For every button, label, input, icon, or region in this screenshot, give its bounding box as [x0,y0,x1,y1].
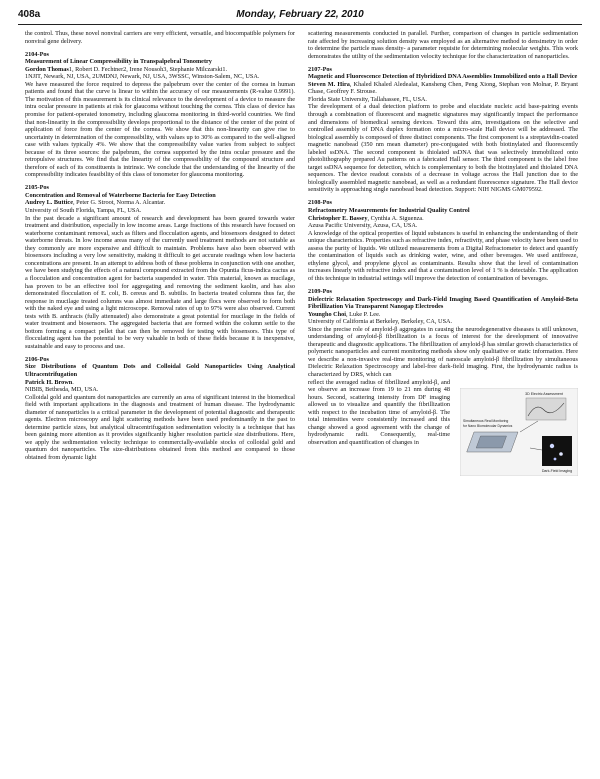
abstract-title: Concentration and Removal of Waterborne Bacteria for Easy Detection [25,191,216,199]
figure-3d-panel [526,398,566,420]
abstract-id: 2108-Pos [308,199,332,207]
figure-darkfield-spot [550,443,554,447]
page-date: Monday, February 22, 2010 [236,9,364,20]
abstract-title: Size Distributions of Quantum Dots and Colloidal Gold Nanoparticles Using Analytical Ultracentrifugation [25,363,295,379]
abstract-affiliation: Azusa Pacific University, Azusa, CA, USA. [308,222,418,230]
first-author: Steven M. Hira [308,80,350,88]
abstract-authors [25,379,295,387]
other-authors: , Peter G. Stroot, Norma A. Alcantar. [72,199,166,207]
abstract-title: Dielectric Relaxation Spectroscopy and Dark-Field Imaging Based Quantification of Amyloid-Beta Fibrillization Via Transparent Nanogap Electrodes [308,295,578,311]
figure-wrap [308,378,578,473]
abstract-id: 2105-Pos [25,184,49,192]
first-author: Gordon Thomas [25,65,69,73]
abstract-body-wrapped: reflect the averaged radius of fibrillized amyloid-β, and we observe an increase from 19 to 21 nm during 48 hours. Second, scattering intensity from DF imaging allowed us to visualize and quantify the fibrillization with respect to the incubation time of amyloid-β. The total intensities were consistently increased and this change showed a good agreement with the change of hydrodynamic radii. Consequently, real-time observation and quantification of changes in [308,378,450,446]
lead-paragraph: scattering measurements conducted in parallel. Further, comparison of changes in particle sedimentation rate affected by increasing solution density was employed as an alternative method to densimetry in order to determine the particle mass density- a parameter requisite for determining molecular weights. This work demonstrates the utility of the sedimentation velocity technique for the characterization of nanoparticles. [308,30,578,60]
abstract-authors [308,81,578,96]
abstract-body: Since the precise role of amyloid-β aggregates in causing the neurodegenerative diseases is still unknown, understanding of amyloid-β fibrillization is a focus of interest for the development of innovative therapeutic and diagnostic applications. The fibrillization of amyloid-β has similar growth characteristics of polymeric nanoparticles and current monitoring methods show only qualitative or static information. Here we describe a non-invasive real-time monitoring of nanoscale amyloid-β fibrillization by simultaneous Dielectric Relaxation Spectroscopy and label-free dark-field imaging. First, the hydrodynamic radius is characterized by DRS, which can [308,325,578,379]
left-column [25,30,295,467]
other-authors: , Khaled Khaled Aledealat, Kansheng Chen, Peng Xiong, Stephan von Molnar, P. Bryant Chase, Geoffrey F. Strouse. [308,80,578,96]
abstract-id: 2109-Pos [308,288,332,295]
abstract-affiliation: NIBIB, Bethesda, MD, USA. [25,386,99,394]
abstract-body: In the past decade a significant amount of research and development has been geared towards water treatment and distribution, especially in low income areas. Large fractions of this research have focused on waterborne contaminant removal, such as filters and flocculation agents, and biosensors designed to detect waterborne threats. In low income areas many of the currently used treatment methods are not suitable as they commonly are more expensive and difficult to maintain. Problems have also been observed with biosensors including a very low sensitivity, making it difficult to get accurate readings when low bacteria concentrations are present. In an attempt to address both of these problems in conjunction with one another, we have been studying the effects of a natural compound extracted from the Opuntia ficus-indica cactus as a flocculation and concentration agent for bacteria suspended in water. This material, known as mucilage, has proven to be an effective tool for aggregating and removing the sediment kaolin, and has also demonstrated flocculation of E. coli, B. cereus and B. subtilis. In bacteria treated columns thus far, the response in mucilage treated columns was almost immediate and large flocs were observed to form both with the naked eye and using a light microscope. Removal rates of up to 97% were also observed. Current tests with B. anthracis (fully attenuated) also demonstrate a great potential for mucilage in the fields of water treatment and biosensors. The aggregated bacteria that are formed within the column settle to the bottom forming a compact pellet that can then be removed for testing with biosensors. This type of flocculating agent has the potential to be very valuable in both of these fields because it is inexpensive, sustainable and easy to process and use. [25,214,295,350]
abstract-2104 [25,51,295,179]
abstract-title: Measurement of Linear Compressibility in Transpalpebral Tonometry [25,58,212,66]
abstract-affiliation: University of South Florida, Tampa, FL, USA. [25,207,142,215]
figure-label-left: Simultaneous Real Monitoring [463,418,509,423]
abstract-affiliation: 1NJIT, Newark, NJ, USA, 2UMDNJ, Newark, NJ, USA, 3WSSC, Winston-Salem, NC, USA. [25,73,260,81]
abstract-authors [308,215,578,223]
lead-paragraph: the control. Thus, these novel nonviral carriers are very efficient, versatile, and biocompatible polymers for nonviral gene delivery. [25,30,295,45]
abstract-affiliation: University of California at Berkeley, Berkeley, CA, USA. [308,318,453,326]
abstract-authors [25,199,295,207]
abstract-2107 [308,66,578,194]
figure-darkfield-panel [542,436,572,466]
abstract-2108 [308,199,578,282]
figure-darkfield-spot [554,457,557,460]
abstract-title: Refractometry Measurements for Industrial Quality Control [308,207,470,215]
figure-label-left2: for Nano Biomolecular Dynamics [463,423,513,428]
header-rule [18,24,582,25]
first-author: Patrick H. Brown [25,378,73,386]
abstract-2106 [25,356,295,462]
abstract-id: 2104-Pos [25,50,49,58]
page-number: 408a [18,9,41,20]
abstract-2109 [308,288,578,473]
first-author: Christopher E. Bassey [308,214,368,222]
other-authors: 1, Robert D. Fechtner2, Irene Nousoh3, Stephanie Milczarski1. [68,65,228,73]
abstract-body: A knowledge of the optical properties of liquid substances is useful in enhancing the understanding of their unique characteristics. Properties such as refractive index, refractivity, and phase velocity have been used to assess the purity of liquids. We utilized measurements from a Digital Refractometer to detect and quantify the contamination of liquids such as drinking water, wine, and other beverages. We used antifreeze, ethylene glycol, and propylene glycol as contaminants. Results show that the level of contamination increases linearly with refractive index and that a contamination level of 1 % is detectable. The application of this technique in industrial settings will improve the detection of contamination of beverages. [308,229,578,282]
abstract-body: Colloidal gold and quantum dot nanoparticles are currently an area of significant interest in the biomedical field with important applications in the diagnosis and treatment of human disease. The hydrodynamic diameter of nanoparticles is a critical parameter in the development of potential diagnostic and therapeutic agents. Electron microscopy and light scattering methods have been used predominantly in the past to determine particle sizes, but analytical ultracentrifugation sedimentation velocity is a technique that has been gaining more attention as it provides significantly higher resolution particle size distributions. Here, we apply the sedimentation velocity technique to commercially-available stocks of colloidal gold and quantum dot nanoparticles. The size-distributions obtained from this method are compared to those obtained from dynamic light [25,393,295,462]
figure-label-top: 3D Electric Assessment [525,391,563,396]
abstract-body: We have measured the force required to depress the palpebrum over the center of the cornea in human patients and found that the curve is linear to within the accuracy of our measurements (R-value 0.9991). The motivation of this measurement is its clinical relevance to the development of a device to measure the intra ocular pressure in patients at risk for glaucoma without touching the cornea. This class of device has promise for patient-operated tonometry, including glaucoma monitoring in third-world countries. We find that non-linearity in the compressibility develops proportional to the distance of the center of the point of application of force from the center of the cornea. We show that this non-linearity can give rise to uncertainty in determination of the compressibility, with values up to 30% as compared to the well-aligned case with values typically 4%. We show that the compressibility value varies from subject to subject because of its three sources: the palpebrum, the cornea supported by the intra ocular pressure and the retropulsive structures. We find that the linearity of the compressibility of the compound structure and therefore of each of its constituents is intrinsic. We conclude that the understanding of the linearity of the compressibility indicates feasibility of this class of tonometer for glaucoma monitoring. [25,80,295,179]
other-authors: , Luke P. Lee. [346,310,381,318]
abstract-id: 2107-Pos [308,65,332,73]
abstract-body: The development of a dual detection platform to probe and elucidate nucleic acid base-pairing events through a combination of fluorescent and magnetic signatures may significantly impact the performance and dimensions of biomedical sensing devices. Toward this aim, investigations on the selective and controlled assembly of DNA duplex formation onto a micro-scale Hall device will be addressed. The biological assembly is composed of three distinct components. The first component is a streptavidin-coated magnetic nanobead (350 nm mean diameter) pre-conjugated with both biotinylated and fluorescently labeled ssDNA. The second component is thiolated ssDNA that was selectively immobilized onto photolithography prepared Au patterns on a fabricated Hall sensor. The third component is the label free target ssDNA sequence for detection, which is complementary to both the biotinylated and thiolated DNA sequences. The device readout consists of a decrease in voltage across the Hall junction due to the biologically assembled magnetic nanobead, as well as a redundant fluorescence signature. The Hall device sensitivity is approaching single nanobead bead detection. Support: NIH NIGMS GM079592. [308,103,578,194]
figure-darkfield-spot [559,452,563,456]
abstract-id: 2106-Pos [25,355,49,363]
abstract-authors [308,311,578,319]
figure-electrode [476,436,506,448]
figure-label-bottom: Dark-Field Imaging [541,468,573,473]
first-author: Audrey L. Buttice [25,199,73,207]
continued-text [25,30,295,45]
abstract-affiliation: Florida State University, Tallahassee, FL, USA. [308,95,427,103]
abstract-2105 [25,184,295,350]
other-authors: , Cynthia A. Siguenza. [367,214,424,222]
page-header [18,9,582,23]
other-authors: . [72,378,74,386]
abstract-authors [25,66,295,74]
continued-text [308,30,578,60]
first-author: Youngho Choi [308,310,347,318]
monitoring-figure [460,388,578,476]
abstract-title: Magnetic and Fluorescence Detection of Hybridized DNA Assemblies Immobilized onto a Hall Device [308,73,578,81]
right-column [308,30,578,473]
